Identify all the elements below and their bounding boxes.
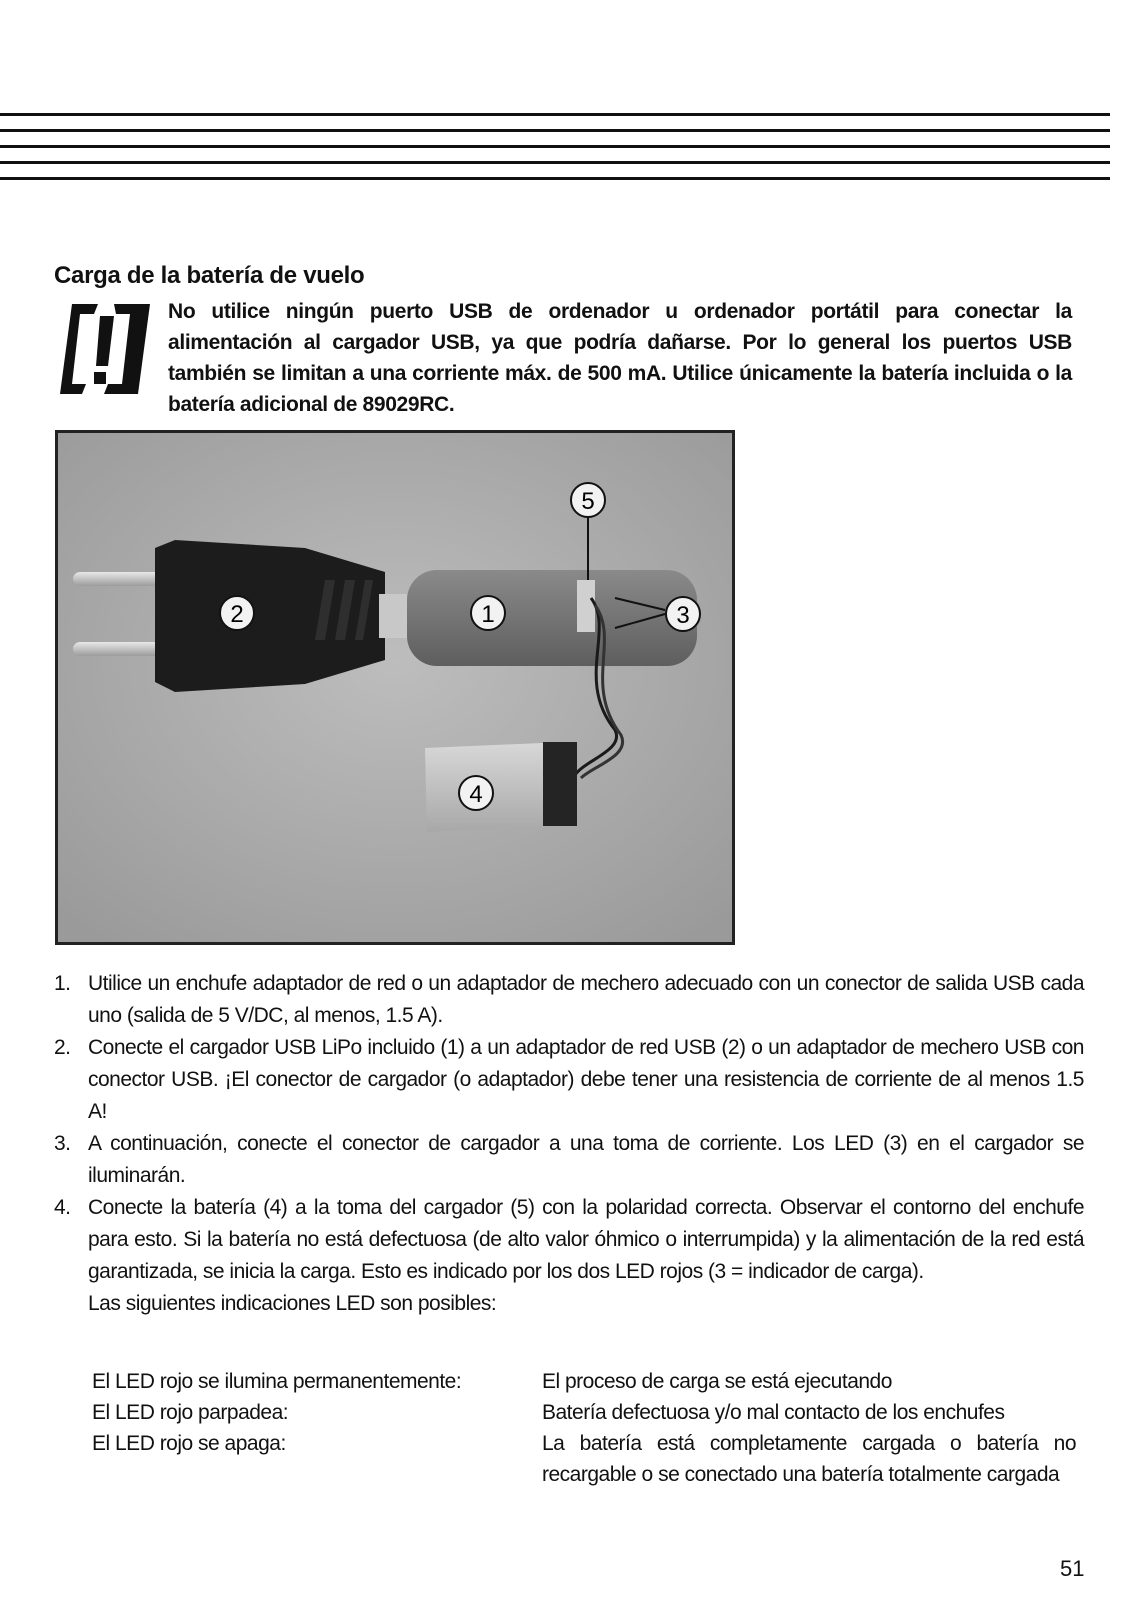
step-item <box>54 1128 1084 1192</box>
step-number: 2. <box>54 1036 71 1059</box>
header-rule-5 <box>0 177 1110 180</box>
step-number: 3. <box>54 1132 71 1155</box>
step-item <box>54 968 1084 1032</box>
step-text: Utilice un enchufe adaptador de red o un adaptador de mechero adecuado con un conector de salida USB cada uno (salida de 5 V/DC, al menos, 1.5 A). <box>88 972 1084 1027</box>
led-condition: El LED rojo se apaga: <box>92 1432 286 1455</box>
charging-steps <box>54 968 1084 1320</box>
led-condition: El LED rojo se ilumina permanentemente: <box>92 1370 462 1393</box>
header-rule-3 <box>0 145 1110 148</box>
step-text: Conecte el cargador USB LiPo incluido (1) a un adaptador de red USB (2) o un adaptador de mechero USB con conector USB. ¡El conector de cargador (o adaptador) debe tener una resistencia de corriente de al menos 1.5 A! <box>88 1036 1084 1123</box>
header-rule-2 <box>0 129 1110 132</box>
callout-4 <box>459 776 493 810</box>
section-title: Carga de la batería de vuelo <box>54 262 365 289</box>
led-row <box>92 1366 1076 1397</box>
svg-text:5: 5 <box>581 488 595 515</box>
step-text: A continuación, conecte el conector de cargador a una toma de corriente. Los LED (3) en el cargador se iluminarán. <box>88 1132 1084 1187</box>
svg-text:3: 3 <box>676 602 690 629</box>
step-number: 4. <box>54 1196 71 1219</box>
svg-text:4: 4 <box>469 781 483 808</box>
led-row <box>92 1397 1076 1428</box>
led-condition: El LED rojo parpadea: <box>92 1401 289 1424</box>
step-item <box>54 1192 1084 1320</box>
led-meaning: El proceso de carga se está ejecutando <box>542 1370 892 1393</box>
led-meaning: La batería está completamente cargada o batería no recargable o se conectado una batería totalmente cargada <box>542 1432 1076 1486</box>
step-text: Conecte la batería (4) a la toma del cargador (5) con la polaridad correcta. Observar el contorno del enchufe para esto. Si la batería no está defectuosa (de alto valor óhmico o interrumpida) y la alimentación de la red está garantizada, se inicia la carga. Esto es indicado por los dos LED rojos (3 = indicador de carga). <box>88 1196 1084 1283</box>
step-item <box>54 1032 1084 1128</box>
led-row <box>92 1428 1076 1490</box>
charger-photo <box>55 430 735 945</box>
svg-text:1: 1 <box>481 601 495 628</box>
led-meaning: Batería defectuosa y/o mal contacto de los enchufes <box>542 1401 1005 1424</box>
exclamation-warning-icon <box>58 302 154 396</box>
callout-2 <box>220 596 254 630</box>
led-indications-table <box>92 1366 1076 1490</box>
step-number: 1. <box>54 972 71 995</box>
svg-text:2: 2 <box>230 601 244 628</box>
header-rule-1 <box>0 113 1110 116</box>
callout-1 <box>471 596 505 630</box>
step-extra-text: Las siguientes indicaciones LED son posibles: <box>88 1292 497 1315</box>
header-rule-4 <box>0 161 1110 164</box>
warning-text: No utilice ningún puerto USB de ordenador u ordenador portátil para conectar la alimentación al cargador USB, ya que podría dañarse. Por lo general los puertos USB también se limitan a una corriente máx. de 500 mA. Utilice únicamente la batería incluida o la batería adicional de 89029RC. <box>168 300 1072 416</box>
page-number: 51 <box>1060 1556 1085 1581</box>
